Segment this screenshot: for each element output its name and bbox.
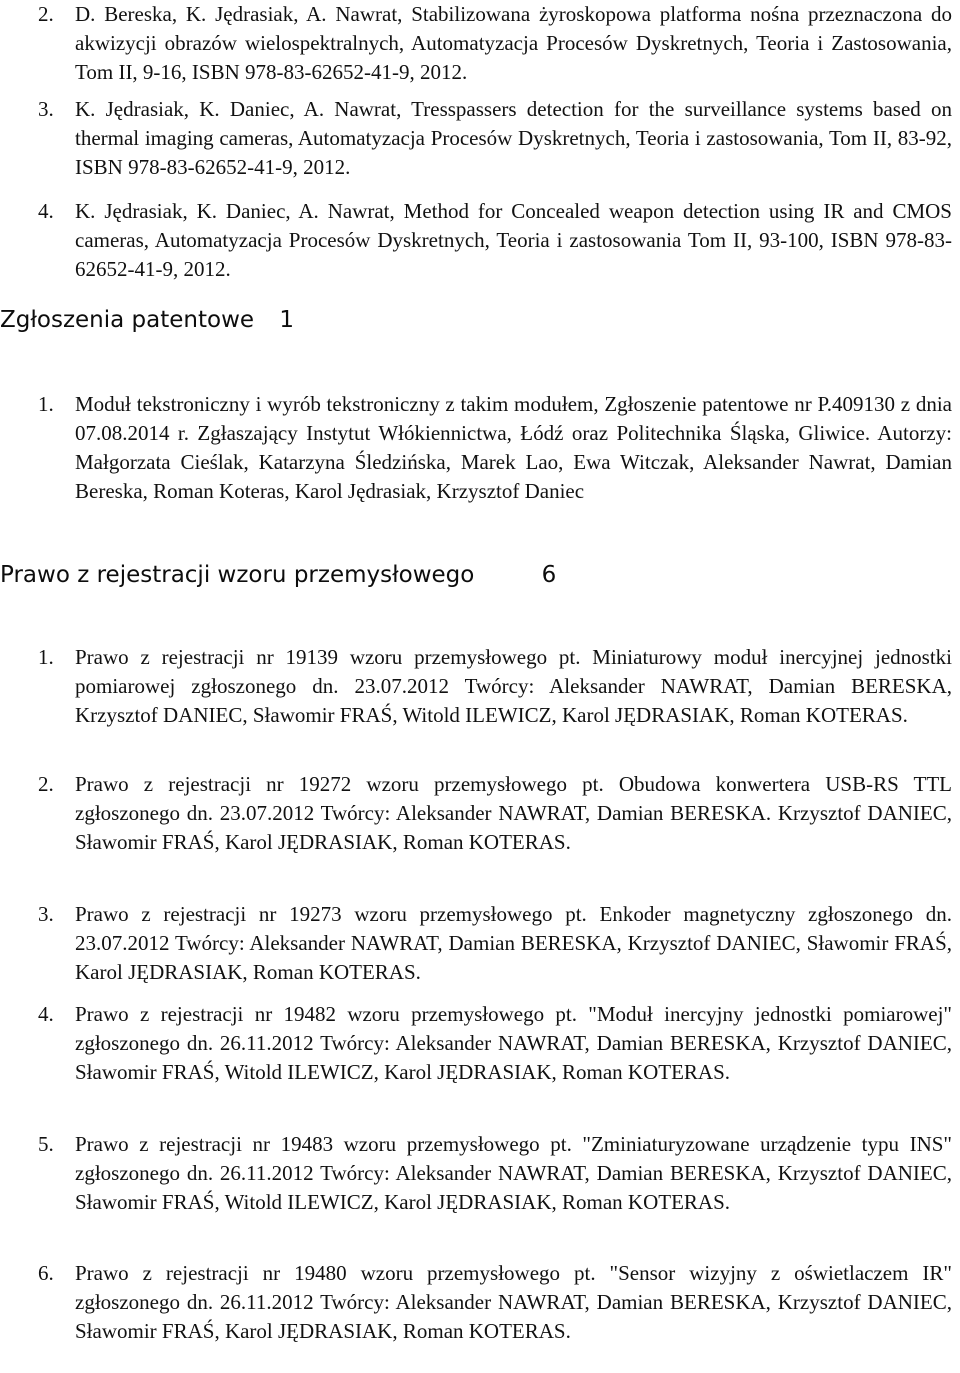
item-text: Prawo z rejestracji nr 19482 wzoru przemysłowego pt. "Moduł inercyjny jednostki pomiarowej" zgłoszonego dn. 26.11.2012 Twórcy: Aleksander NAWRAT, Damian BERESKA, Krzysztof DANIEC, Sławomir FRAŚ, Witold ILEWICZ, Karol JĘDRASIAK, Roman KOTERAS. — [75, 1002, 952, 1084]
design-item — [38, 1130, 952, 1217]
item-number: 5. — [38, 1132, 54, 1156]
publication-item — [38, 95, 952, 182]
item-text: K. Jędrasiak, K. Daniec, A. Nawrat, Tresspassers detection for the surveillance systems based on thermal imaging cameras, Automatyzacja Procesów Dyskretnych, Teoria i zastosowania, Tom II, 83-92, ISBN 978-83-62652-41-9, 2012. — [75, 97, 952, 179]
publication-item — [38, 197, 952, 284]
design-item — [38, 1000, 952, 1087]
section-count: 1 — [279, 307, 294, 333]
section-title: Zgłoszenia patentowe — [0, 307, 255, 333]
item-number: 6. — [38, 1261, 54, 1285]
design-item — [38, 1259, 952, 1346]
item-number: 4. — [38, 1002, 54, 1026]
item-number: 3. — [38, 902, 54, 926]
publication-item — [38, 0, 952, 87]
item-text: Prawo z rejestracji nr 19272 wzoru przemysłowego pt. Obudowa konwertera USB-RS TTL zgłoszonego dn. 23.07.2012 Twórcy: Aleksander NAWRAT, Damian BERESKA. Krzysztof DANIEC, Sławomir FRAŚ, Karol JĘDRASIAK, Roman KOTERAS. — [75, 772, 952, 854]
item-text: Prawo z rejestracji nr 19480 wzoru przemysłowego pt. "Sensor wizyjny z oświetlaczem IR" zgłoszonego dn. 26.11.2012 Twórcy: Aleksander NAWRAT, Damian BERESKA, Krzysztof DANIEC, Sławomir FRAŚ, Karol JĘDRASIAK, Roman KOTERAS. — [75, 1261, 952, 1343]
item-text: D. Bereska, K. Jędrasiak, A. Nawrat, Stabilizowana żyroskopowa platforma nośna przeznaczona do akwizycji obrazów wielospektralnych, Automatyzacja Procesów Dyskretnych, Teoria i Zastosowania, Tom II, 9-16, ISBN 978-83-62652-41-9, 2012. — [75, 2, 952, 84]
section-heading-patents — [0, 305, 294, 335]
section-heading-designs — [0, 560, 556, 590]
item-text: Prawo z rejestracji nr 19483 wzoru przemysłowego pt. "Zminiaturyzowane urządzenie typu INS" zgłoszonego dn. 26.11.2012 Twórcy: Aleksander NAWRAT, Damian BERESKA, Krzysztof DANIEC, Sławomir FRAŚ, Witold ILEWICZ, Karol JĘDRASIAK, Roman KOTERAS. — [75, 1132, 952, 1214]
item-number: 2. — [38, 2, 54, 26]
design-item — [38, 770, 952, 857]
item-number: 1. — [38, 392, 54, 416]
section-title: Prawo z rejestracji wzoru przemysłowego — [0, 562, 475, 588]
design-item — [38, 643, 952, 730]
item-number: 2. — [38, 772, 54, 796]
item-text: Prawo z rejestracji nr 19139 wzoru przemysłowego pt. Miniaturowy moduł inercyjnej jednostki pomiarowej zgłoszonego dn. 23.07.2012 Twórcy: Aleksander NAWRAT, Damian BERESKA, Krzysztof DANIEC, Sławomir FRAŚ, Witold ILEWICZ, Karol JĘDRASIAK, Roman KOTERAS. — [75, 645, 952, 727]
design-item — [38, 900, 952, 987]
item-text: Moduł tekstroniczny i wyrób tekstroniczny z takim modułem, Zgłoszenie patentowe nr P.409130 z dnia 07.08.2014 r. Zgłaszający Instytut Włókiennictwa, Łódź oraz Politechnika Śląska, Gliwice. Autorzy: Małgorzata Cieślak, Katarzyna Śledzińska, Marek Lao, Ewa Witczak, Aleksander Nawrat, Damian Bereska, Roman Koteras, Karol Jędrasiak, Krzysztof Daniec — [75, 392, 952, 503]
item-number: 4. — [38, 199, 54, 223]
item-number: 1. — [38, 645, 54, 669]
item-text: Prawo z rejestracji nr 19273 wzoru przemysłowego pt. Enkoder magnetyczny zgłoszonego dn. 23.07.2012 Twórcy: Aleksander NAWRAT, Damian BERESKA, Krzysztof DANIEC, Sławomir FRAŚ, Karol JĘDRASIAK, Roman KOTERAS. — [75, 902, 952, 984]
patent-item — [38, 390, 952, 506]
item-text: K. Jędrasiak, K. Daniec, A. Nawrat, Method for Concealed weapon detection using IR and CMOS cameras, Automatyzacja Procesów Dyskretnych, Teoria i zastosowania Tom II, 93-100, ISBN 978-83-62652-41-9, 2012. — [75, 199, 952, 281]
item-number: 3. — [38, 97, 54, 121]
section-count: 6 — [541, 562, 557, 588]
